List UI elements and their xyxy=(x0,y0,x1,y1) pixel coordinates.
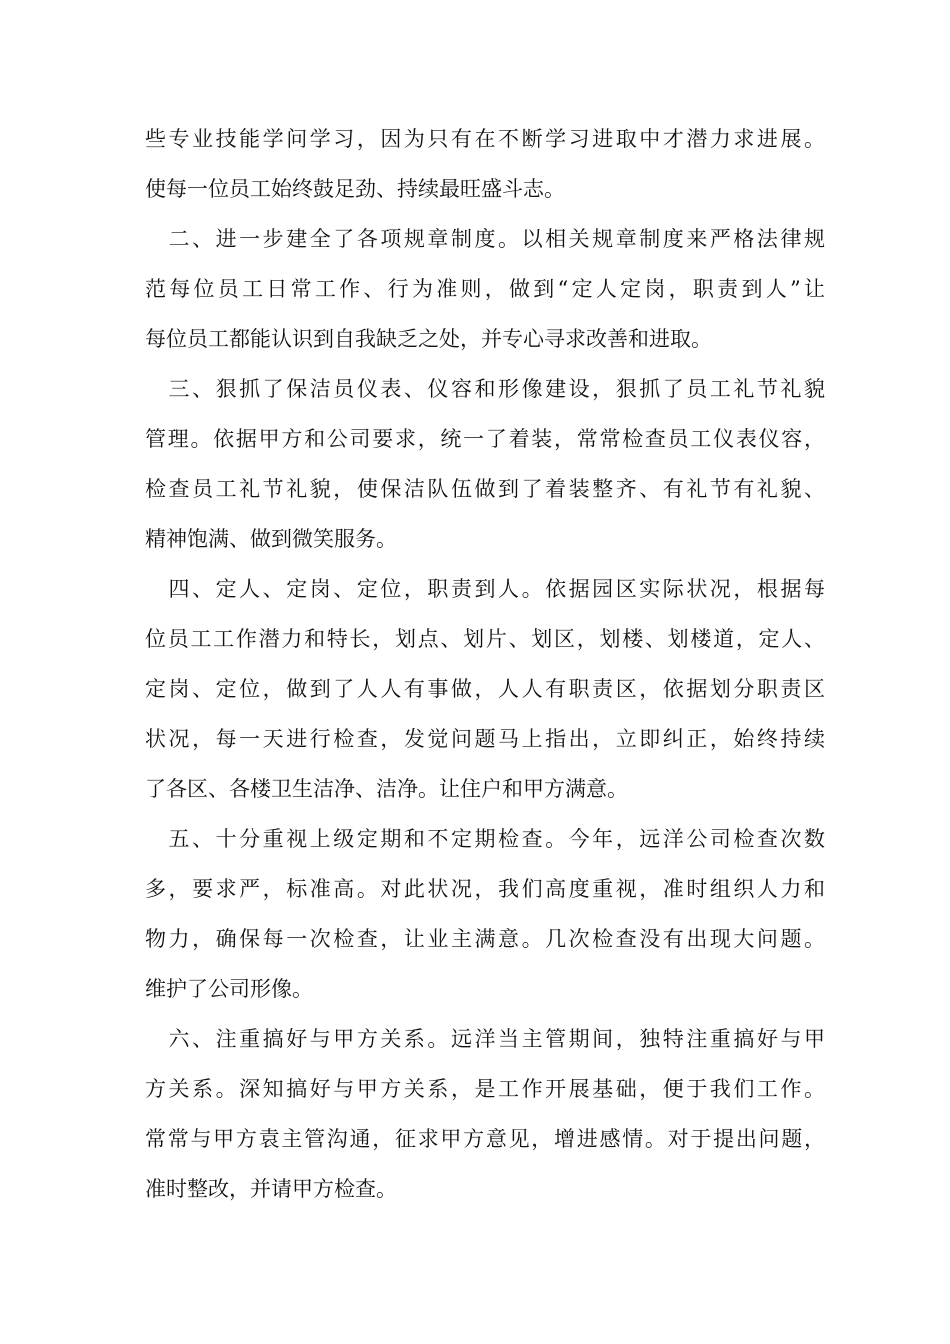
text-line: 每位员工都能认识到自我缺乏之处，并专心寻求改善和进取。 xyxy=(145,327,712,351)
text-line: 四、定人、定岗、定位，职责到人。依据园区实际状况，根据每 xyxy=(145,577,825,601)
text-line: 些专业技能学问学习，因为只有在不断学习进取中才潜力求进展。 xyxy=(145,127,825,151)
text-line: 二、进一步建全了各项规章制度。以相关规章制度来严格法律规 xyxy=(145,227,825,251)
text-line: 管理。依据甲方和公司要求，统一了着装，常常检查员工仪表仪容， xyxy=(145,427,825,451)
paragraph-5 xyxy=(145,827,825,1002)
text-line: 准时整改，并请甲方检查。 xyxy=(145,1177,397,1201)
text-line: 范每位员工日常工作、行为准则，做到“定人定岗，职责到人”让 xyxy=(145,277,825,301)
paragraph-1 xyxy=(145,127,825,202)
paragraph-4 xyxy=(145,577,825,802)
paragraph-2 xyxy=(145,227,825,352)
text-line: 定岗、定位，做到了人人有事做，人人有职责区，依据划分职责区 xyxy=(145,677,825,701)
text-line: 多，要求严，标准高。对此状况，我们高度重视，准时组织人力和 xyxy=(145,877,825,901)
text-line: 精神饱满、做到微笑服务。 xyxy=(145,527,397,551)
text-line: 方关系。深知搞好与甲方关系，是工作开展基础，便于我们工作。 xyxy=(145,1077,825,1101)
paragraph-3 xyxy=(145,377,825,552)
text-line: 位员工工作潜力和特长，划点、划片、划区，划楼、划楼道，定人、 xyxy=(145,627,825,651)
text-line: 了各区、各楼卫生洁净、洁净。让住户和甲方满意。 xyxy=(145,777,628,801)
text-line: 维护了公司形像。 xyxy=(145,977,313,1001)
paragraph-6 xyxy=(145,1027,825,1202)
text-line: 常常与甲方袁主管沟通，征求甲方意见，增进感情。对于提出问题， xyxy=(145,1127,825,1151)
text-line: 五、十分重视上级定期和不定期检查。今年，远洋公司检查次数 xyxy=(145,827,825,851)
text-line: 六、注重搞好与甲方关系。远洋当主管期间，独特注重搞好与甲 xyxy=(145,1027,825,1051)
text-line: 使每一位员工始终鼓足劲、持续最旺盛斗志。 xyxy=(145,177,565,201)
document-body xyxy=(145,127,825,1202)
text-line: 状况，每一天进行检查，发觉问题马上指出，立即纠正，始终持续 xyxy=(145,727,825,751)
text-line: 检查员工礼节礼貌，使保洁队伍做到了着装整齐、有礼节有礼貌、 xyxy=(145,477,825,501)
text-line: 物力，确保每一次检查，让业主满意。几次检查没有出现大问题。 xyxy=(145,927,825,951)
text-line: 三、狠抓了保洁员仪表、仪容和形像建设，狠抓了员工礼节礼貌 xyxy=(145,377,825,401)
